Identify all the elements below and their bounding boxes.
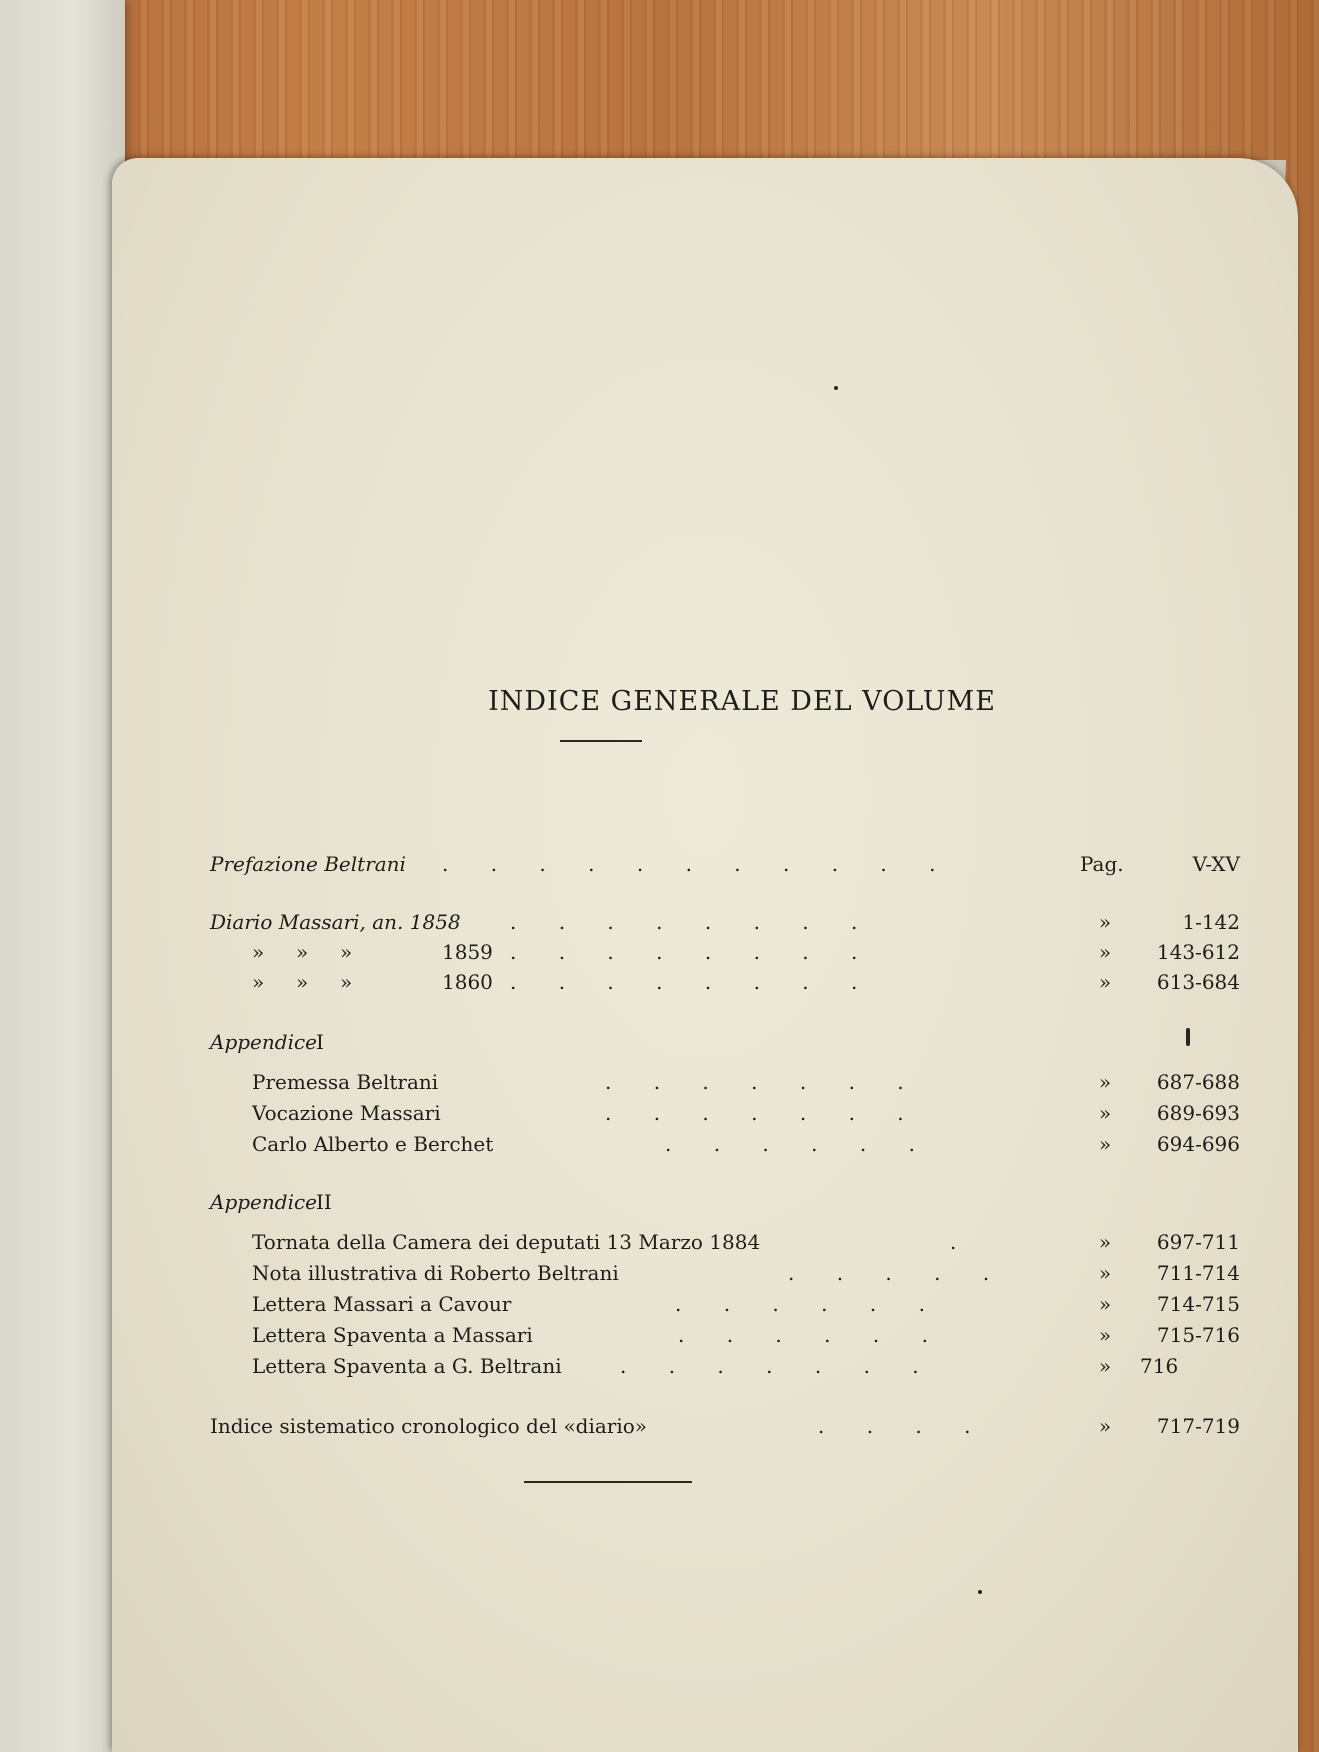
appendix-heading: [210, 1026, 610, 1058]
appendix-label: Appendice: [210, 1190, 318, 1214]
page-range: 689-693: [1156, 1101, 1240, 1125]
ditto-mark: »: [1098, 1230, 1112, 1254]
toc-entry: [210, 1350, 1260, 1382]
leader-dots: . . . .: [818, 1414, 989, 1438]
appendix-numeral: II: [316, 1190, 332, 1214]
page-range: 697-711: [1156, 1230, 1240, 1254]
ink-speck: [978, 1590, 982, 1594]
appendix-label: Appendice: [210, 1030, 318, 1054]
toc-entry: [210, 1288, 1260, 1320]
page-range: 716: [1140, 1354, 1179, 1378]
toc-entry: [210, 1128, 1260, 1160]
ink-speck: [1186, 1028, 1190, 1046]
page-range: 717-719: [1156, 1414, 1240, 1438]
leader-dots: . . . . . . . .: [510, 910, 876, 934]
entry-label: Nota illustrativa di Roberto Beltrani: [252, 1261, 619, 1285]
leader-dots: . . . . .: [788, 1261, 1008, 1285]
entry-label: 1859: [442, 940, 493, 964]
ditto-mark: »: [1098, 1070, 1112, 1094]
ditto-marks: » » »: [252, 970, 353, 994]
ditto-mark: »: [1098, 1132, 1112, 1156]
ditto-mark: »: [1098, 910, 1112, 934]
leader-dots: . . . . . . . . . . .: [442, 852, 954, 876]
ditto-mark: »: [1098, 1323, 1112, 1347]
toc-entry: [210, 1319, 1260, 1351]
page-range: 694-696: [1156, 1132, 1240, 1156]
entry-label: Diario Massari, an. 1858: [210, 910, 461, 934]
ditto-mark: »: [1098, 1354, 1112, 1378]
toc-entry: [210, 1226, 1260, 1258]
page-range: 143-612: [1156, 940, 1240, 964]
ditto-marks: » » »: [252, 940, 353, 964]
closing-rule: [524, 1481, 692, 1483]
toc-entry: [210, 1066, 1260, 1098]
appendix-heading: [210, 1186, 610, 1218]
page-word: Pag.: [1080, 852, 1124, 876]
ditto-mark: »: [1098, 940, 1112, 964]
entry-label: Tornata della Camera dei deputati 13 Marzo 1884: [252, 1230, 761, 1254]
page-range: 715-716: [1156, 1323, 1240, 1347]
toc-entry: [210, 1257, 1260, 1289]
leader-dots: . . . . . .: [675, 1292, 943, 1316]
ditto-mark: »: [1098, 1101, 1112, 1125]
entry-label: Premessa Beltrani: [252, 1070, 439, 1094]
page-title: INDICE GENERALE DEL VOLUME: [488, 686, 996, 717]
leader-dots: . . . . . . .: [620, 1354, 937, 1378]
ink-speck: [834, 386, 838, 390]
facing-page-edge: [0, 0, 125, 1752]
leader-dots: . . . . . .: [665, 1132, 933, 1156]
entry-label: Carlo Alberto e Berchet: [252, 1132, 494, 1156]
page-range: V-XV: [1192, 852, 1240, 876]
appendix-numeral: I: [316, 1030, 324, 1054]
ditto-mark: »: [1098, 1292, 1112, 1316]
toc-entry: [210, 966, 1260, 998]
entry-label: Lettera Spaventa a G. Beltrani: [252, 1354, 562, 1378]
ditto-mark: »: [1098, 1414, 1112, 1438]
page-range: 687-688: [1156, 1070, 1240, 1094]
entry-label: 1860: [442, 970, 493, 994]
ditto-mark: »: [1098, 1261, 1112, 1285]
toc-entry: [210, 1410, 1260, 1442]
leader-dots: . . . . . . . .: [510, 940, 876, 964]
toc-entry: [210, 906, 1260, 938]
entry-label: Lettera Massari a Cavour: [252, 1292, 512, 1316]
page-range: 714-715: [1156, 1292, 1240, 1316]
entry-label: Vocazione Massari: [252, 1101, 441, 1125]
leader-dots: . . . . . . . .: [510, 970, 876, 994]
leader-dots: . . . . . . .: [605, 1070, 922, 1094]
entry-label: Prefazione Beltrani: [210, 852, 406, 876]
entry-label: Indice sistematico cronologico del «diario»: [210, 1414, 648, 1438]
entry-label: Lettera Spaventa a Massari: [252, 1323, 533, 1347]
leader-dots: . . . . . . .: [605, 1101, 922, 1125]
book-page: [112, 158, 1298, 1752]
leader-dots: .: [950, 1230, 975, 1254]
page-range: 1-142: [1182, 910, 1240, 934]
page-range: 711-714: [1156, 1261, 1240, 1285]
toc-entry: [210, 1097, 1260, 1129]
leader-dots: . . . . . .: [678, 1323, 946, 1347]
page-range: 613-684: [1156, 970, 1240, 994]
ditto-mark: »: [1098, 970, 1112, 994]
toc-entry: [210, 848, 1260, 880]
title-rule: [560, 740, 642, 742]
toc-entry: [210, 936, 1260, 968]
